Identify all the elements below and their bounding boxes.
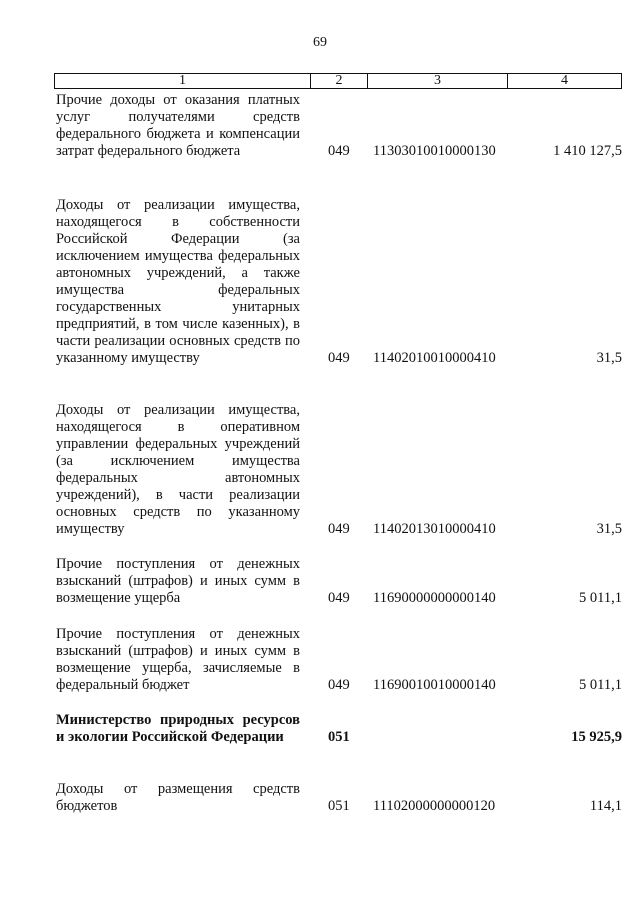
row-admin-code: 049 <box>328 350 350 366</box>
row-amount: 114,1 <box>589 798 622 814</box>
row-kbk-code: 11402010010000410 <box>373 350 496 366</box>
row-description: Прочие поступления от денежных взысканий (штрафов) и иных сумм в возмещение ущерба, зачисляемые в федеральный бюджет <box>56 626 300 693</box>
row-description: Прочие поступления от денежных взысканий (штрафов) и иных сумм в возмещение ущерба <box>56 556 300 606</box>
row-description: Доходы от реализации имущества, находящегося в оперативном управлении федеральных учреждений (за исключением имущества федеральных автономных учреждений), в части реализации основных средств по указанному имуществу <box>56 402 300 537</box>
row-amount: 1 410 127,5 <box>553 143 622 159</box>
row-kbk-code: 11102000000000120 <box>373 798 496 814</box>
row-amount: 5 011,1 <box>579 677 622 693</box>
row-amount: 5 011,1 <box>579 590 622 606</box>
ministry-name: Министерство природных ресурсов и экологии Российской Федерации <box>56 712 300 745</box>
header-col-4: 4 <box>561 73 568 88</box>
row-kbk-code: 11303010010000130 <box>373 143 496 159</box>
header-col-3: 3 <box>368 74 508 88</box>
row-admin-code: 051 <box>328 729 350 745</box>
table-row <box>56 402 622 538</box>
table-row <box>56 626 622 694</box>
row-description: Прочие доходы от оказания платных услуг получателями средств федерального бюджета и компенсации затрат федерального бюджета <box>56 92 300 159</box>
row-kbk-code: 11690000000000140 <box>373 590 496 606</box>
row-admin-code: 049 <box>328 677 350 693</box>
table-row <box>56 92 622 160</box>
row-admin-code: 049 <box>328 521 350 537</box>
row-description: Доходы от реализации имущества, находящегося в собственности Российской Федерации (за исключением имущества федеральных автономных учреждений, а также имущества федеральных государственных унитарных предприятий, в том числе казенных), в части реализации основных средств по указанному имуществу <box>56 197 300 366</box>
row-admin-code: 049 <box>328 590 350 606</box>
table-header <box>54 73 622 89</box>
row-kbk-code: 11690010010000140 <box>373 677 496 693</box>
row-kbk-code: 11402013010000410 <box>373 521 496 537</box>
table-row-ministry <box>56 712 622 746</box>
row-admin-code: 051 <box>328 798 350 814</box>
row-amount: 31,5 <box>596 521 622 537</box>
row-description: Доходы от размещения средств бюджетов <box>56 781 300 814</box>
header-col-2: 2 <box>311 74 368 88</box>
header-col-1: 1 <box>55 74 311 88</box>
row-amount: 15 925,9 <box>571 729 622 745</box>
table-row <box>56 556 622 607</box>
table-row <box>56 781 622 815</box>
table-row <box>56 197 622 367</box>
row-admin-code: 049 <box>328 143 350 159</box>
row-amount: 31,5 <box>596 350 622 366</box>
page-number: 69 <box>313 35 327 50</box>
